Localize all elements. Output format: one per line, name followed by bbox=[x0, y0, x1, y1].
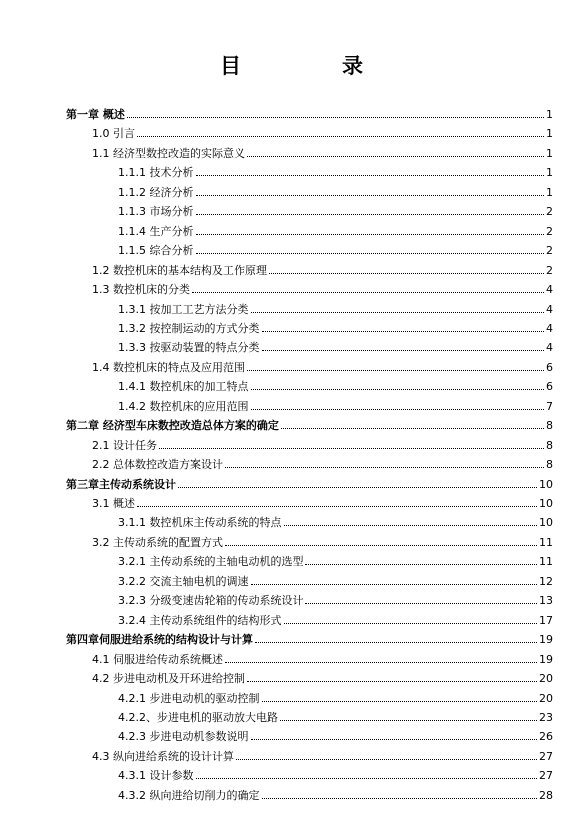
toc-entry[interactable] bbox=[66, 414, 553, 432]
toc-entry-label: 4.2.3 步进电动机参数说明 bbox=[118, 730, 249, 744]
toc-entry[interactable] bbox=[118, 511, 553, 529]
toc-entry-page: 4 bbox=[546, 321, 553, 335]
toc-entry-label: 1.2 数控机床的基本结构及工作原理 bbox=[92, 263, 267, 277]
toc-entry[interactable] bbox=[66, 103, 553, 121]
toc-dot-leader bbox=[159, 448, 544, 449]
toc-dot-leader bbox=[196, 175, 545, 176]
toc-entry-page: 4 bbox=[546, 341, 553, 355]
toc-entry-page: 4 bbox=[546, 283, 553, 297]
toc-entry-page: 19 bbox=[539, 652, 553, 666]
toc-entry-label: 3.1 概述 bbox=[92, 497, 135, 510]
toc-entry[interactable] bbox=[118, 784, 553, 802]
toc-entry-page: 6 bbox=[546, 360, 553, 374]
toc-entry[interactable] bbox=[92, 356, 553, 374]
toc-dot-leader bbox=[251, 584, 538, 585]
toc-dot-leader bbox=[225, 467, 544, 468]
toc-entry-label: 3.2.4 主传动系统组件的结构形式 bbox=[118, 613, 282, 627]
toc-dot-leader bbox=[127, 117, 544, 118]
toc-entry[interactable] bbox=[118, 550, 553, 568]
toc-dot-leader bbox=[247, 156, 544, 157]
toc-entry[interactable] bbox=[118, 725, 553, 743]
toc-entry-page: 7 bbox=[546, 399, 553, 413]
toc-dot-leader bbox=[284, 623, 538, 624]
toc-entry-label: 1.4 数控机床的特点及应用范围 bbox=[92, 360, 245, 374]
toc-entry-label: 1.1.4 生产分析 bbox=[118, 224, 194, 238]
toc-entry-page: 20 bbox=[539, 672, 553, 686]
toc-entry-page: 1 bbox=[546, 108, 553, 121]
toc-entry[interactable] bbox=[92, 453, 553, 471]
toc-entry[interactable] bbox=[118, 336, 553, 354]
toc-entry[interactable] bbox=[118, 298, 553, 316]
toc-entry-label: 1.0 引言 bbox=[92, 127, 135, 141]
toc-entry-label: 4.1 伺服进给传动系统概述 bbox=[92, 652, 223, 666]
toc-entry[interactable] bbox=[92, 122, 553, 140]
toc-entry-label: 第三章主传动系统设计 bbox=[66, 477, 176, 491]
toc-dot-leader bbox=[247, 370, 544, 371]
toc-entry[interactable] bbox=[66, 473, 553, 491]
toc-entry-label: 2.1 设计任务 bbox=[92, 438, 157, 452]
toc-entry[interactable] bbox=[118, 161, 553, 179]
toc-dot-leader bbox=[251, 389, 545, 390]
toc-entry[interactable] bbox=[118, 706, 553, 724]
toc-entry-label: 4.2.1 步进电动机的驱动控制 bbox=[118, 691, 260, 705]
toc-entry-page: 10 bbox=[539, 477, 553, 491]
toc-entry[interactable] bbox=[118, 181, 553, 199]
toc-entry-label: 第二章 经济型车床数控改造总体方案的确定 bbox=[66, 419, 279, 433]
page-title: 目 录 bbox=[220, 54, 403, 78]
toc-dot-leader bbox=[196, 234, 545, 235]
toc-entry[interactable] bbox=[118, 589, 553, 607]
toc-entry-label: 1.1 经济型数控改造的实际意义 bbox=[92, 146, 245, 160]
toc-dot-leader bbox=[225, 545, 537, 546]
toc-entry[interactable] bbox=[66, 628, 553, 646]
toc-entry-page: 2 bbox=[546, 263, 553, 277]
toc-entry-page: 13 bbox=[539, 594, 553, 608]
toc-entry-page: 1 bbox=[546, 146, 553, 160]
toc-entry[interactable] bbox=[118, 609, 553, 627]
toc-entry-label: 3.2.3 分级变速齿轮箱的传动系统设计 bbox=[118, 594, 304, 608]
toc-entry-page: 1 bbox=[546, 127, 553, 141]
toc-dot-leader bbox=[281, 428, 544, 429]
toc-entry-page: 11 bbox=[539, 555, 553, 569]
toc-dot-leader bbox=[251, 739, 538, 740]
toc-entry-page: 1 bbox=[546, 185, 553, 199]
toc-entry[interactable] bbox=[92, 667, 553, 685]
toc-entry-page: 10 bbox=[539, 497, 553, 510]
toc-dot-leader bbox=[137, 136, 544, 137]
toc-entry-page: 27 bbox=[539, 769, 553, 783]
toc-entry-label: 3.2.1 主传动系统的主轴电动机的选型 bbox=[118, 555, 304, 569]
toc-dot-leader bbox=[251, 409, 545, 410]
toc-entry[interactable] bbox=[118, 220, 553, 238]
toc-entry[interactable] bbox=[92, 142, 553, 160]
toc-entry[interactable] bbox=[118, 239, 553, 257]
toc-entry-page: 17 bbox=[539, 613, 553, 627]
toc-entry-label: 3.2 主传动系统的配置方式 bbox=[92, 535, 223, 549]
toc-entry[interactable] bbox=[118, 395, 553, 413]
toc-dot-leader bbox=[192, 292, 544, 293]
toc-dot-leader bbox=[225, 662, 537, 663]
toc-entry-label: 1.1.5 综合分析 bbox=[118, 244, 194, 258]
toc-dot-leader bbox=[236, 759, 537, 760]
toc-entry-page: 19 bbox=[539, 633, 553, 647]
toc-dot-leader bbox=[196, 778, 538, 779]
toc-dot-leader bbox=[247, 681, 537, 682]
toc-dot-leader bbox=[255, 642, 537, 643]
toc-entry-label: 1.3.1 按加工工艺方法分类 bbox=[118, 302, 249, 316]
toc-entry-page: 2 bbox=[546, 205, 553, 219]
toc-entry-label: 1.4.1 数控机床的加工特点 bbox=[118, 380, 249, 394]
toc-entry-page: 4 bbox=[546, 302, 553, 316]
toc-dot-leader bbox=[284, 525, 538, 526]
toc-dot-leader bbox=[305, 564, 537, 565]
toc-entry-page: 10 bbox=[539, 516, 553, 530]
toc-dot-leader bbox=[251, 312, 545, 313]
toc-entry-label: 1.1.2 经济分析 bbox=[118, 185, 194, 199]
toc-entry-label: 1.3.2 按控制运动的方式分类 bbox=[118, 321, 260, 335]
toc-entry[interactable] bbox=[92, 259, 553, 277]
toc-entry-page: 8 bbox=[546, 458, 553, 472]
toc-dot-leader bbox=[262, 350, 545, 351]
toc-dot-leader bbox=[305, 603, 537, 604]
toc-entry-page: 20 bbox=[539, 691, 553, 705]
toc-dot-leader bbox=[137, 506, 537, 507]
toc-entry-page: 8 bbox=[546, 419, 553, 433]
toc-dot-leader bbox=[280, 720, 537, 721]
toc-entry[interactable] bbox=[118, 317, 553, 335]
toc-entry[interactable] bbox=[118, 375, 553, 393]
toc-entry-label: 1.1.3 市场分析 bbox=[118, 205, 194, 219]
toc-entry-label: 1.3 数控机床的分类 bbox=[92, 283, 190, 297]
toc-entry-page: 28 bbox=[539, 788, 553, 802]
toc-dot-leader bbox=[178, 487, 537, 488]
toc-entry-label: 4.2.2、步进电机的驱动放大电路 bbox=[118, 710, 278, 724]
toc-entry[interactable] bbox=[92, 648, 553, 666]
toc-entry-page: 12 bbox=[539, 574, 553, 588]
toc-entry-label: 第一章 概述 bbox=[66, 108, 125, 121]
toc-entry-label: 1.1.1 技术分析 bbox=[118, 166, 194, 180]
toc-entry[interactable] bbox=[118, 200, 553, 218]
toc-entry-label: 4.3.1 设计参数 bbox=[118, 769, 194, 783]
toc-entry-label: 4.2 步进电动机及开环进给控制 bbox=[92, 672, 245, 686]
toc-entry-page: 27 bbox=[539, 749, 553, 763]
toc-entry[interactable] bbox=[118, 570, 553, 588]
toc-entry[interactable] bbox=[92, 434, 553, 452]
toc-entry-page: 6 bbox=[546, 380, 553, 394]
toc-dot-leader bbox=[196, 253, 545, 254]
toc-dot-leader bbox=[262, 798, 538, 799]
toc-entry-label: 1.3.3 按驱动装置的特点分类 bbox=[118, 341, 260, 355]
toc-entry-label: 4.3.2 纵向进给切削力的确定 bbox=[118, 788, 260, 802]
toc-entry-label: 2.2 总体数控改造方案设计 bbox=[92, 458, 223, 472]
toc-entry[interactable] bbox=[92, 492, 553, 510]
toc-entry-page: 1 bbox=[546, 166, 553, 180]
toc-entry-label: 1.4.2 数控机床的应用范围 bbox=[118, 399, 249, 413]
toc-entry[interactable] bbox=[118, 687, 553, 705]
toc-entry-page: 23 bbox=[539, 710, 553, 724]
toc-entry-page: 8 bbox=[546, 438, 553, 452]
toc-entry[interactable] bbox=[92, 745, 553, 763]
toc-dot-leader bbox=[269, 273, 544, 274]
toc-entry-page: 11 bbox=[539, 535, 553, 549]
toc-dot-leader bbox=[196, 214, 545, 215]
toc-entry-label: 3.2.2 交流主轴电机的调速 bbox=[118, 574, 249, 588]
toc-entry-label: 3.1.1 数控机床主传动系统的特点 bbox=[118, 516, 282, 530]
toc-entry-page: 2 bbox=[546, 244, 553, 258]
toc-entry-label: 4.3 纵向进给系统的设计计算 bbox=[92, 749, 234, 763]
toc-entry[interactable] bbox=[92, 278, 553, 296]
toc-entry[interactable] bbox=[118, 764, 553, 782]
toc-dot-leader bbox=[196, 195, 545, 196]
toc-entry[interactable] bbox=[92, 531, 553, 549]
toc-entry-page: 2 bbox=[546, 224, 553, 238]
toc-dot-leader bbox=[262, 701, 538, 702]
toc-entry-page: 26 bbox=[539, 730, 553, 744]
toc-dot-leader bbox=[262, 331, 545, 332]
toc-entry-label: 第四章伺服进给系统的结构设计与计算 bbox=[66, 633, 253, 647]
